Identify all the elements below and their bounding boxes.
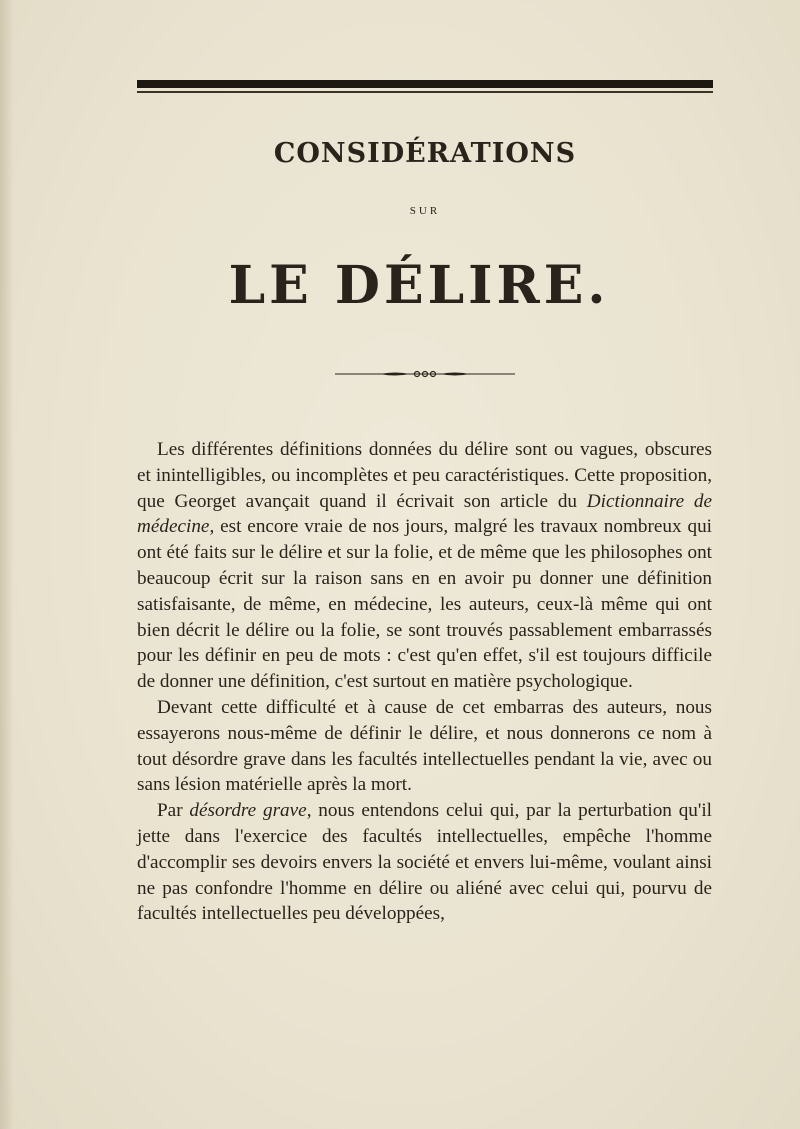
paragraph-2: Devant cette difficulté et à cause de cet embarras des auteurs, nous essayerons nous-même de définir le délire, et nous donnerons ce nom à tout désordre grave dans les facultés intellectuelles pendant la vie, avec ou sans lésion matérielle après la mort. bbox=[137, 696, 712, 796]
header-rule-thick bbox=[137, 80, 713, 88]
ornament-divider bbox=[335, 370, 515, 378]
section-subject: LE DÉLIRE. bbox=[228, 255, 610, 316]
paragraph-3-start: Par bbox=[157, 800, 190, 822]
page-edge-shadow bbox=[0, 0, 14, 1129]
paragraph-1-start: Les différentes définitions données du délire sont ou vagues, obscures et inintelligibles, ou incomplètes et peu caractéristiques. Cette proposition, que Georget avançait quand il écrivait son article du bbox=[137, 439, 712, 512]
paragraph-1-italic: Dictionnaire de médecine bbox=[137, 490, 713, 538]
paragraph-1 bbox=[137, 437, 712, 695]
section-connector: SUR bbox=[409, 205, 441, 217]
paragraph-3-end: , nous entendons celui qui, par la perturbation qu'il jette dans l'exercice des facultés intellectuelles, empêche l'homme d'accomplir ses devoirs envers la société et envers lui-même, voulant ainsi ne pas confondre l'homme en délire ou aliéné avec celui qui, pourvu de facultés intellectuelles peu développées, bbox=[137, 800, 713, 925]
paragraph-3-italic: désordre grave bbox=[189, 800, 307, 822]
paragraph-1-end: , est encore vraie de nos jours, malgré les travaux nombreux qui ont été faits sur le délire et sur la folie, et de même que les philosophes ont beaucoup écrit sur la raison sans en en avoir pu donner une définition satisfaisante, de même, en médecine, les auteurs, ceux-là même qui ont bien décrit le délire ou la folie, se sont trouvés passablement embarrassés pour les définir en peu de mots : c'est qu'en effet, s'il est toujours difficile de donner une définition, c'est surtout en matière psychologique. bbox=[137, 516, 712, 693]
body-text bbox=[137, 437, 712, 927]
paragraph-3 bbox=[137, 798, 712, 927]
section-title: CONSIDÉRATIONS bbox=[273, 138, 577, 169]
header-rule-thin bbox=[137, 91, 713, 93]
